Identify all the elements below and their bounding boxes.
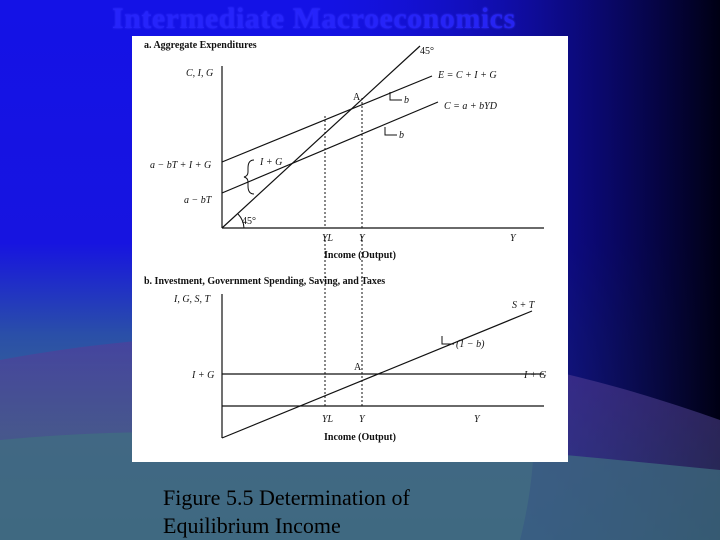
tick-YL-b: YL	[322, 414, 334, 425]
C-label: C = a + bYD	[444, 101, 497, 112]
E-label: E = C + I + G	[438, 70, 497, 81]
line-45-label: 45°	[420, 46, 434, 57]
tick-Ybar-a: Y	[359, 233, 365, 244]
tick-Ybar-b: Y	[359, 414, 365, 425]
angle-label: 45°	[242, 216, 256, 227]
figure-caption	[163, 484, 410, 540]
point-A-bottom: A	[354, 362, 362, 373]
panel-b-heading: b. Investment, Government Spending, Saving, and Taxes	[144, 276, 386, 287]
slope-label: (1 − b)	[456, 339, 485, 350]
diagram-svg	[132, 36, 568, 462]
tick-YL-a: YL	[322, 233, 334, 244]
slope-marker-C	[385, 127, 397, 135]
intercept-E-label: a − bT + I + G	[150, 160, 212, 171]
slope-marker-ST	[442, 336, 454, 344]
panel-b-x-axis-label: Income (Output)	[324, 432, 396, 443]
gap-brace	[244, 160, 254, 194]
panel-a-y-axis-label: C, I, G	[186, 68, 214, 79]
slope-marker-E	[390, 92, 402, 100]
tick-Y-a: Y	[510, 233, 516, 244]
line-C	[222, 102, 438, 193]
panel-a-heading: a. Aggregate Expenditures	[144, 40, 257, 51]
gap-label: I + G	[260, 157, 283, 168]
slide-title: Intermediate Macroeconomics	[112, 2, 516, 35]
line-45-degree	[222, 46, 420, 228]
caption-line-1: Figure 5.5 Determination of	[163, 485, 410, 510]
point-A-top: A	[353, 92, 361, 103]
IG-left-label: I + G	[192, 370, 215, 381]
caption-line-2: Equilibrium Income	[163, 513, 341, 538]
figure-panel	[132, 36, 568, 462]
panel-a-x-axis-label: Income (Output)	[324, 250, 396, 261]
slope-b-bottom: b	[399, 130, 404, 141]
tick-Y-b: Y	[474, 414, 480, 425]
slope-b-top: b	[404, 95, 409, 106]
intercept-C-label: a − bT	[184, 195, 212, 206]
panel-b-y-axis-label: I, G, S, T	[174, 294, 211, 305]
ST-label: S + T	[512, 300, 535, 311]
IG-right-label: I + G	[524, 370, 547, 381]
